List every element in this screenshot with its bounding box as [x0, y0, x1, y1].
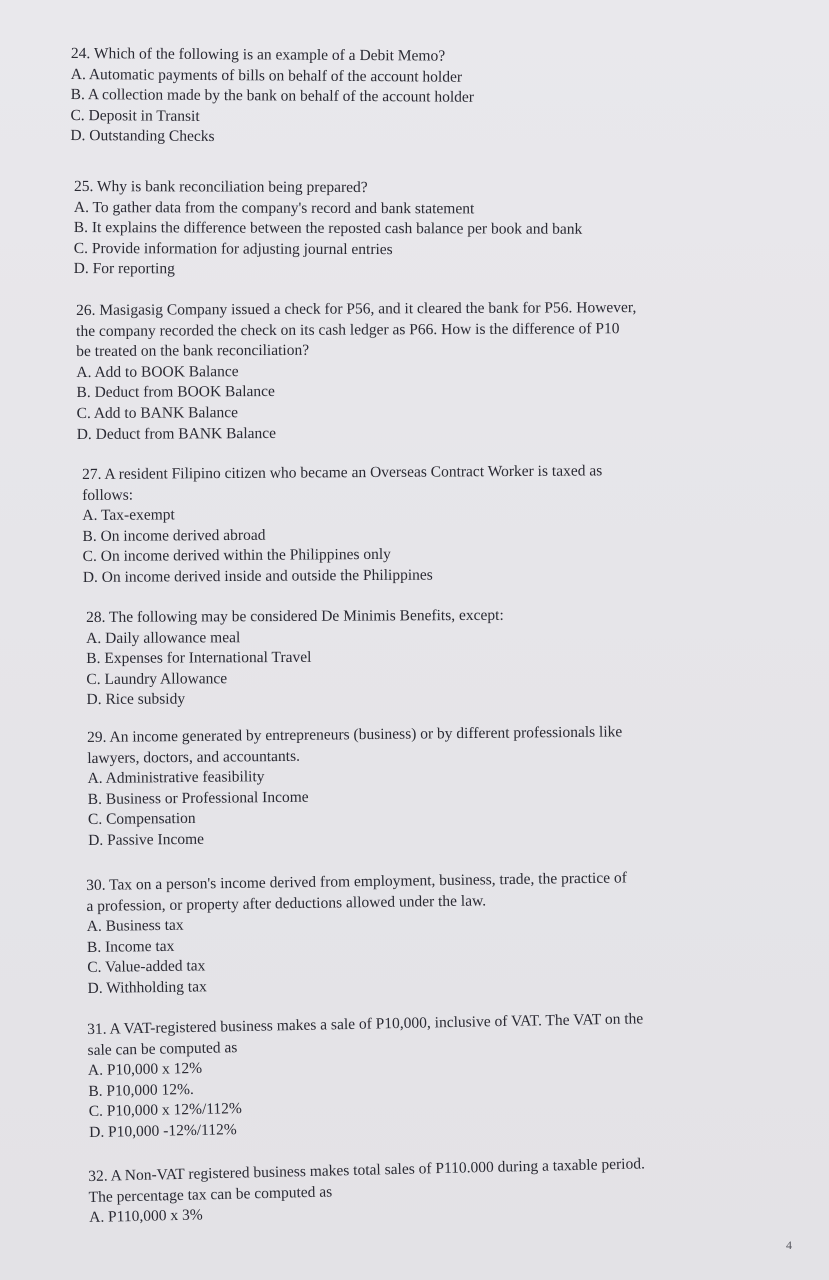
- question-25: [74, 177, 724, 282]
- question-stem: 28. The following may be considered De Minimis Benefits, except:: [86, 606, 504, 626]
- option-c: C. Provide information for adjusting journal entries: [73, 239, 393, 258]
- question-stem-line-2: The percentage tax can be computed as: [88, 1183, 333, 1206]
- question-32: [88, 1152, 769, 1229]
- page-number: 4: [786, 1238, 792, 1252]
- question-24: [70, 44, 691, 151]
- option-a: A. Business tax: [86, 916, 184, 936]
- question-stem-line-2: a profession, or property after deductions allowed under the law.: [86, 892, 487, 915]
- option-a: A. P10,000 x 12%: [87, 1059, 203, 1080]
- question-stem-line-1: 29. An income generated by entrepreneurs (business) or by different professionals like: [87, 723, 623, 746]
- option-b: B. Business or Professional Income: [87, 788, 309, 808]
- option-d: D. P10,000 -12%/112%: [88, 1121, 237, 1141]
- option-a: A. To gather data from the company's record and bank statement: [73, 198, 475, 217]
- option-a: A. Daily allowance meal: [86, 628, 241, 647]
- option-a: A. Add to BOOK Balance: [76, 362, 239, 381]
- option-c: C. Compensation: [87, 810, 196, 829]
- option-b: B. Expenses for International Travel: [86, 649, 312, 668]
- option-b: B. Income tax: [86, 937, 175, 956]
- option-b: B. It explains the difference between the reposted cash balance per book and bank: [73, 219, 583, 238]
- question-stem-line-3: be treated on the bank reconciliation?: [76, 341, 310, 361]
- question-stem-line-2: lawyers, doctors, and accountants.: [87, 747, 301, 767]
- question-30: [86, 867, 758, 1000]
- question-28: [86, 605, 707, 711]
- option-b: B. Deduct from BOOK Balance: [76, 383, 275, 402]
- question-stem: 25. Why is bank reconciliation being prepared?: [73, 178, 368, 197]
- option-a: A. Administrative feasibility: [87, 768, 265, 788]
- option-d: D. Deduct from BANK Balance: [76, 424, 277, 443]
- question-stem-line-2: follows:: [82, 486, 134, 504]
- option-c: C. Deposit in Transit: [70, 106, 200, 125]
- option-d: D. Passive Income: [88, 830, 205, 849]
- option-d: D. Outstanding Checks: [70, 127, 215, 146]
- question-29: [87, 721, 748, 851]
- question-stem-line-1: 32. A Non-VAT registered business makes total sales of P110.000 during a taxable period.: [88, 1155, 646, 1185]
- question-stem-line-2: the company recorded the check on its cash ledger as P66. How is the difference of P10: [76, 319, 620, 340]
- option-b: B. A collection made by the bank on behalf of the account holder: [70, 86, 475, 107]
- question-stem-line-1: 26. Masigasig Company issued a check for P56, and it cleared the bank for P56. However,: [76, 299, 637, 319]
- option-d: D. For reporting: [73, 260, 175, 278]
- option-d: D. Rice subsidy: [86, 690, 186, 709]
- question-stem: 24. Which of the following is an example of a Debit Memo?: [70, 44, 446, 65]
- question-stem-line-2: sale can be computed as: [87, 1038, 238, 1059]
- option-d: D. Withholding tax: [87, 978, 207, 997]
- option-b: B. On income derived abroad: [82, 526, 266, 545]
- question-31: [87, 1007, 769, 1144]
- question-27: [82, 461, 723, 589]
- question-stem-line-1: 31. A VAT-registered business makes a sale of P10,000, inclusive of VAT. The VAT on the: [87, 1010, 644, 1038]
- question-26: [76, 297, 757, 445]
- option-b: B. P10,000 12%.: [88, 1080, 195, 1100]
- option-c: C. On income derived within the Philippines only: [82, 546, 391, 566]
- question-stem-line-1: 30. Tax on a person's income derived from employment, business, trade, the practice of: [86, 869, 627, 894]
- question-stem-line-1: 27. A resident Filipino citizen who became an Overseas Contract Worker is taxed as: [82, 462, 603, 483]
- option-d: D. On income derived inside and outside the Philippines: [82, 566, 433, 586]
- option-c: C. Value-added tax: [87, 957, 206, 977]
- option-c: C. Add to BANK Balance: [76, 404, 239, 422]
- option-c: C. P10,000 x 12%/112%: [88, 1100, 243, 1121]
- option-a: A. P110,000 x 3%: [88, 1206, 203, 1227]
- option-c: C. Laundry Allowance: [86, 670, 228, 688]
- option-a: A. Automatic payments of bills on behalf of the account holder: [70, 65, 463, 86]
- option-a: A. Tax-exempt: [82, 506, 175, 525]
